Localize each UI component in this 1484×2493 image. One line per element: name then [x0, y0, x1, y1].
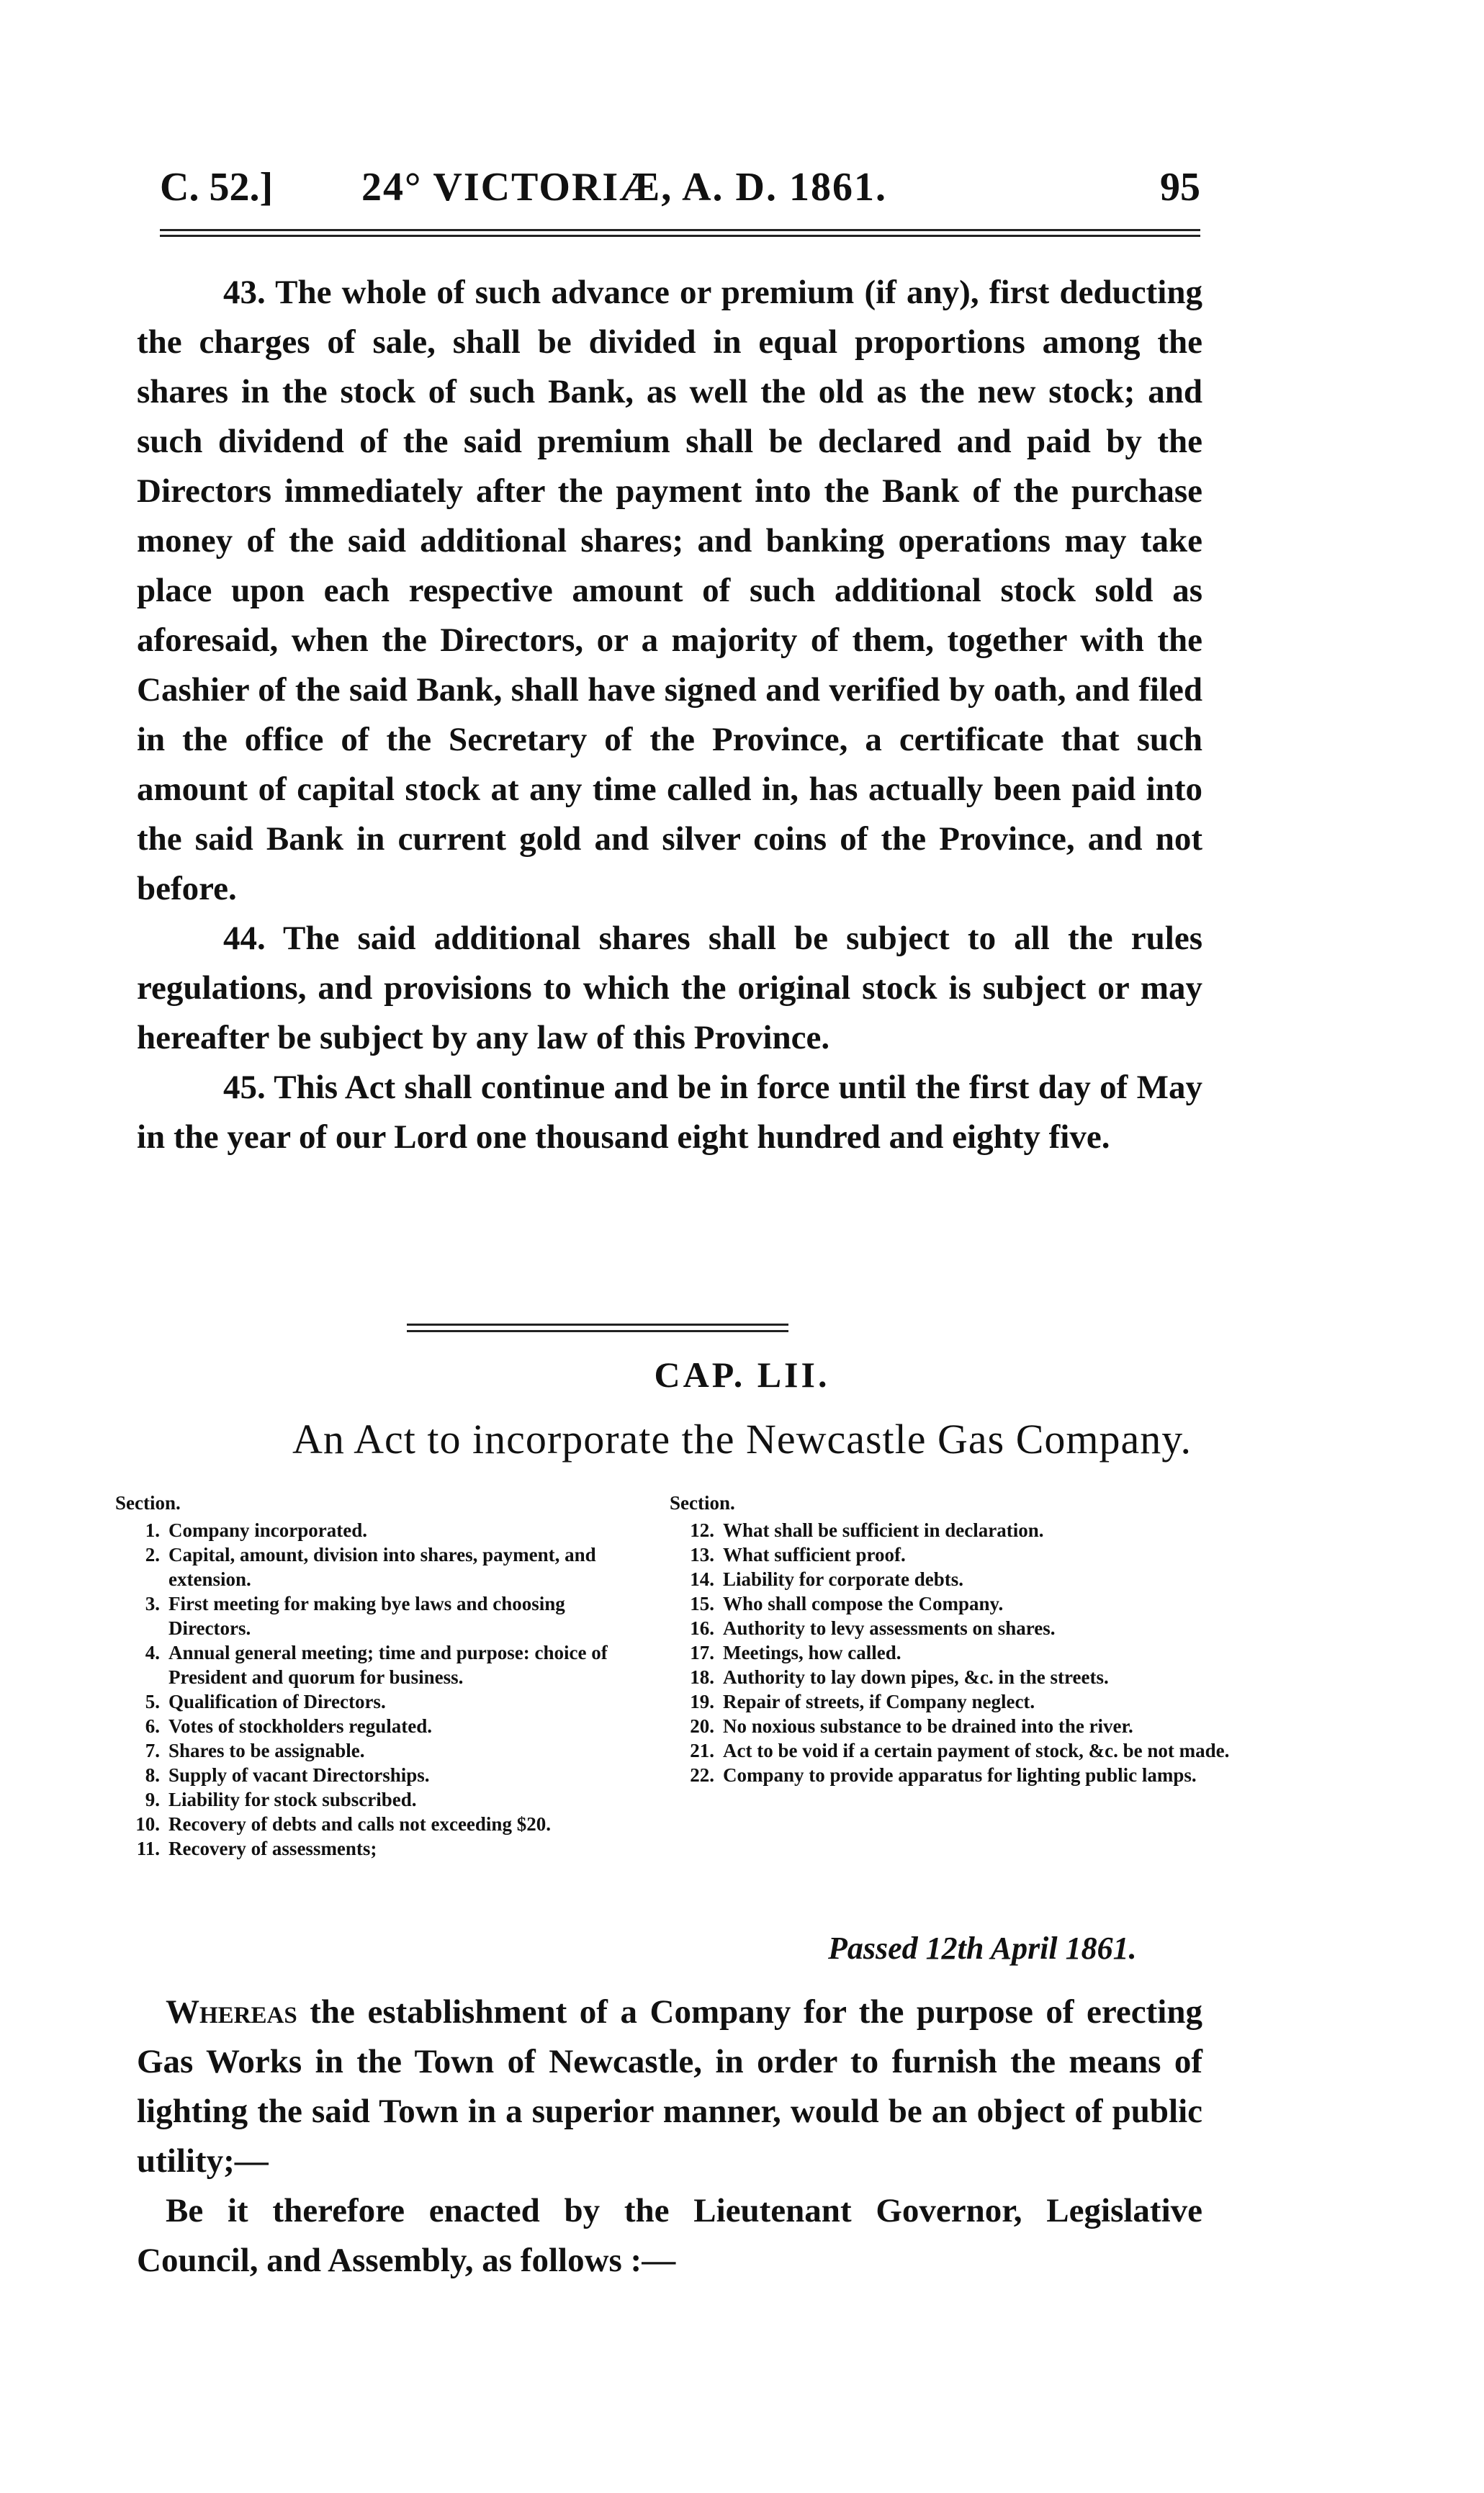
toc-item-number: 22. — [690, 1764, 714, 1786]
whereas-text: the establishment of a Company for the purpose of erecting Gas Works in the Town of Newcastle, in order to furnish the means of lighting the said Town in a superior manner, would be an object of public utility;— — [137, 1993, 1202, 2180]
toc-item-text: Capital, amount, division into shares, payment, and extension. — [168, 1544, 596, 1590]
page-number: 95 — [1160, 165, 1200, 210]
sections-body — [137, 268, 1202, 1162]
toc-item-text: No noxious substance to be drained into the river. — [723, 1715, 1133, 1737]
toc-item — [115, 1836, 648, 1861]
toc-item-text: Company to provide apparatus for lighting public lamps. — [723, 1764, 1197, 1786]
toc-heading: Section. — [115, 1492, 181, 1514]
toc-item — [115, 1689, 648, 1714]
toc-item-text: Who shall compose the Company. — [723, 1593, 1004, 1614]
preamble — [137, 1987, 1202, 2286]
toc-item-text: Company incorporated. — [168, 1519, 367, 1541]
toc-item-number: 20. — [690, 1715, 714, 1737]
toc-item-number: 2. — [145, 1544, 160, 1566]
toc-item-text: First meeting for making bye laws and choosing Directors. — [168, 1593, 565, 1639]
section-44: 44. The said additional shares shall be subject to all the rules regulations, and provisions to which the original stock is subject or may hereafter be subject by any law of this Province. — [137, 920, 1202, 1056]
toc-item-text: Authority to lay down pipes, &c. in the streets. — [723, 1666, 1109, 1688]
toc-left-column — [115, 1491, 648, 1861]
toc-item-number: 8. — [145, 1764, 160, 1786]
whereas-word: Whereas — [166, 1993, 297, 2031]
toc-item-text: Meetings, how called. — [723, 1642, 901, 1663]
toc-item — [670, 1616, 1231, 1640]
toc-item-text: What shall be sufficient in declaration. — [723, 1519, 1044, 1541]
toc-item-text: Supply of vacant Directorships. — [168, 1764, 430, 1786]
toc-item-text: Liability for stock subscribed. — [168, 1789, 417, 1810]
chapter-heading: CAP. LII. — [654, 1355, 830, 1395]
toc-item-text: Recovery of assessments; — [168, 1838, 377, 1859]
toc-item — [670, 1665, 1231, 1689]
header-rule — [160, 229, 1200, 237]
toc-item-number: 11. — [136, 1838, 160, 1859]
toc-item-number: 14. — [690, 1568, 714, 1590]
toc-item-number: 18. — [690, 1666, 714, 1688]
toc-item-text: Repair of streets, if Company neglect. — [723, 1691, 1035, 1712]
toc-item-number: 13. — [690, 1544, 714, 1566]
toc-item-number: 21. — [690, 1740, 714, 1761]
toc-item-text: Annual general meeting; time and purpose: choice of President and quorum for business. — [168, 1642, 608, 1688]
toc-item-text: Qualification of Directors. — [168, 1691, 386, 1712]
toc-item — [670, 1591, 1231, 1616]
toc-item — [670, 1689, 1231, 1714]
toc-item-text: Liability for corporate debts. — [723, 1568, 963, 1590]
enacting-clause: Be it therefore enacted by the Lieutenant Governor, Legislative Council, and Assembly, as follows :— — [137, 2192, 1202, 2279]
page-header — [160, 164, 1200, 222]
toc-item — [670, 1518, 1231, 1542]
toc-item — [115, 1738, 648, 1763]
toc-item-number: 10. — [135, 1813, 160, 1835]
toc-item-number: 7. — [145, 1740, 160, 1761]
toc-item — [670, 1567, 1231, 1591]
toc-item — [115, 1591, 648, 1640]
toc-item — [115, 1812, 648, 1836]
toc-item-number: 19. — [690, 1691, 714, 1712]
toc-item-text: Shares to be assignable. — [168, 1740, 365, 1761]
toc-item-number: 5. — [145, 1691, 160, 1712]
section-45: 45. This Act shall continue and be in force until the first day of May in the year of our Lord one thousand eight hundred and eighty five. — [137, 1069, 1202, 1156]
toc-item-number: 15. — [690, 1593, 714, 1614]
toc-item — [670, 1640, 1231, 1665]
toc-item — [670, 1714, 1231, 1738]
chapter-reference: C. 52.] — [160, 165, 274, 210]
toc-heading: Section. — [670, 1492, 735, 1514]
toc-item — [115, 1714, 648, 1738]
toc-item-number: 16. — [690, 1617, 714, 1639]
toc-item — [115, 1763, 648, 1787]
toc-item — [115, 1542, 648, 1591]
toc-item-number: 6. — [145, 1715, 160, 1737]
toc-item-text: Recovery of debts and calls not exceeding $20. — [168, 1813, 551, 1835]
toc-item-number: 3. — [145, 1593, 160, 1614]
toc-right-column — [670, 1491, 1231, 1787]
toc-item — [115, 1518, 648, 1542]
section-43: 43. The whole of such advance or premium (if any), first deducting the charges of sale, shall be divided in equal proportions among the shares in the stock of such Bank, as well the old as the new stock; and such dividend of the said premium shall be declared and paid by the Directors immediately after the payment into the Bank of the purchase money of the said additional shares; and banking operations may take place upon each respective amount of such additional stock sold as aforesaid, when the Directors, or a majority of them, together with the Cashier of the said Bank, shall have signed and verified by oath, and filed in the office of the Secretary of the Province, a certificate that such amount of capital stock at any time called in, has actually been paid into the said Bank in current gold and silver coins of the Province, and not before. — [137, 274, 1202, 907]
toc-item-number: 1. — [145, 1519, 160, 1541]
toc-item-number: 9. — [145, 1789, 160, 1810]
toc-item — [115, 1787, 648, 1812]
toc-item-number: 17. — [690, 1642, 714, 1663]
toc-item-number: 12. — [690, 1519, 714, 1541]
whereas-paragraph — [137, 1987, 1202, 2186]
toc-item-text: Act to be void if a certain payment of stock, &c. be not made. — [723, 1740, 1230, 1761]
act-title: An Act to incorporate the Newcastle Gas Company. — [292, 1416, 1192, 1463]
toc-item-text: What sufficient proof. — [723, 1544, 906, 1566]
passed-date: Passed 12th April 1861. — [828, 1931, 1137, 1966]
toc-item-number: 4. — [145, 1642, 160, 1663]
toc-item — [670, 1542, 1231, 1567]
toc-item-text: Authority to levy assessments on shares. — [723, 1617, 1056, 1639]
section-divider — [407, 1324, 788, 1332]
toc-item — [670, 1738, 1231, 1763]
toc-item-text: Votes of stockholders regulated. — [168, 1715, 432, 1737]
running-title: 24° VICTORIÆ, A. D. 1861. — [361, 165, 887, 210]
toc-item — [670, 1763, 1231, 1787]
toc-item — [115, 1640, 648, 1689]
